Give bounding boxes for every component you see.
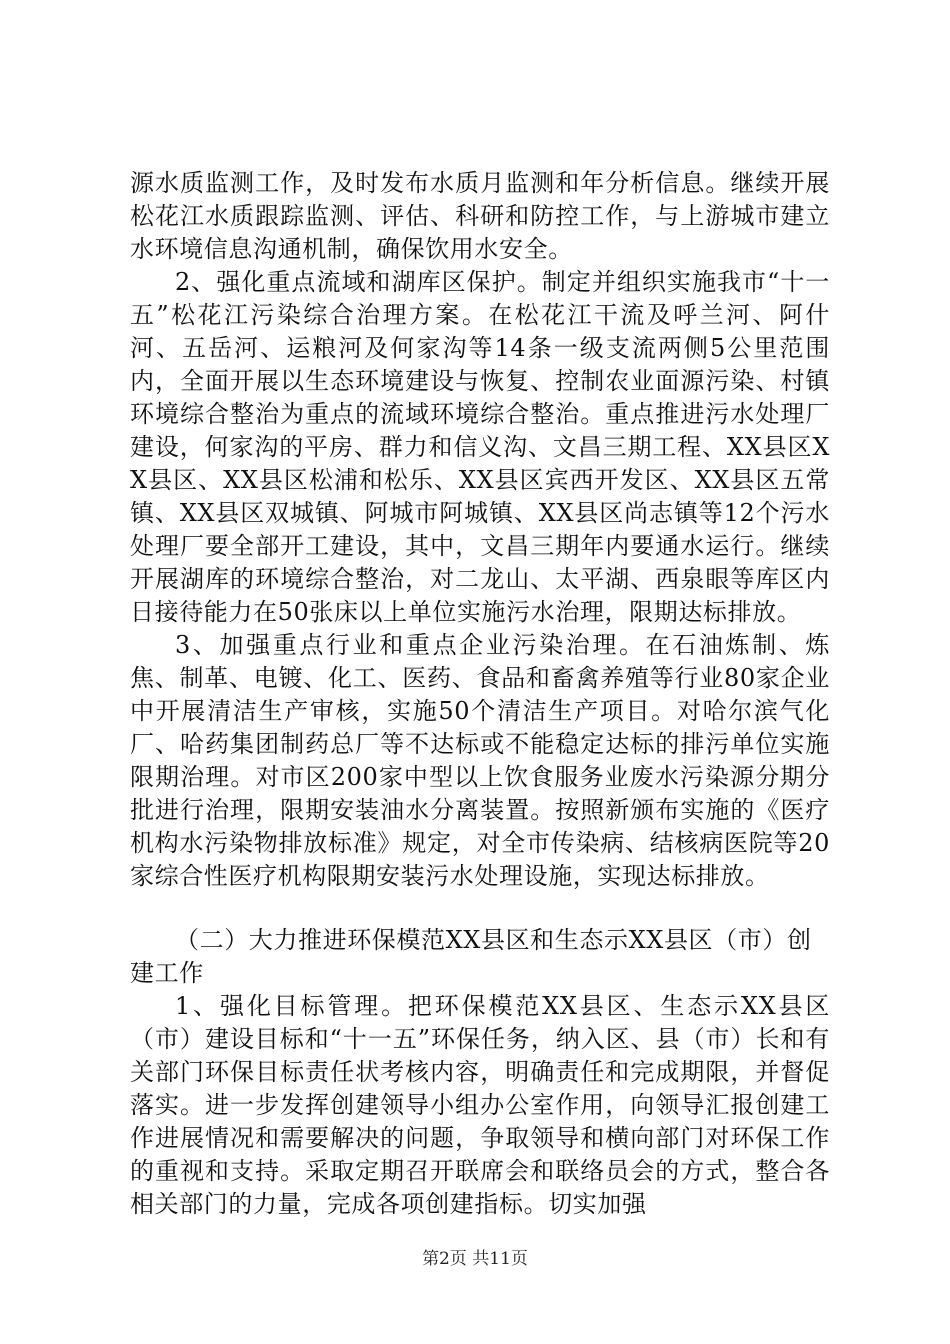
paragraph-industry-pollution: 3、加强重点行业和重点企业污染治理。在石油炼制、炼焦、制革、电镀、化工、医药、食品和畜禽养殖等行业80家企业中开展清洁生产审核，实施50个清洁生产项目。对哈尔滨气化厂、哈药集团制药总厂等不达标或不能稳定达标的排污单位实施限期治理。对市区200家中型以上饮食服务业废水污染源分期分批进行治理，限期安装油水分离装置。按照新颁布实施的《医疗机构水污染物排放标准》规定，对全市传染病、结核病医院等20家综合性医疗机构限期安装污水处理设施，实现达标排放。 (130, 631, 830, 890)
paragraph-target-management: 1、强化目标管理。把环保模范XX县区、生态示XX县区（市）建设目标和“十一五”环保任务，纳入区、县（市）长和有关部门环保目标责任状考核内容，明确责任和完成期限，并督促落实。进一步发挥创建领导小组办公室作用，向领导汇报创建工作进展情况和需要解决的问题，争取领导和横向部门对环保工作的重视和支持。采取定期召开联席会和联络员会的方式，整合各相关部门的力量，完成各项创建指标。切实加强 (130, 992, 830, 1218)
document-body (130, 167, 830, 1221)
paragraph-river-lake-protection: 2、强化重点流域和湖库区保护。制定并组织实施我市“十一五”松花江污染综合治理方案。在松花江干流及呼兰河、阿什河、五岳河、运粮河及何家沟等14条一级支流两侧5公里范围内，全面开展以生态环境建设与恢复、控制农业面源污染、村镇环境综合整治为重点的流域环境综合整治。重点推进污水处理厂建设，何家沟的平房、群力和信义沟、文昌三期工程、XX县区XX县区、XX县区松浦和松乐、XX县区宾西开发区、XX县区五常镇、XX县区双城镇、阿城市阿城镇、XX县区尚志镇等12个污水处理厂要全部开工建设，其中，文昌三期年内要通水运行。继续开展湖库的环境综合整治，对二龙山、太平湖、西泉眼等库区内日接待能力在50张床以上单位实施污水治理，限期达标排放。 (130, 268, 830, 626)
section-heading: （二）大力推进环保模范XX县区和生态示XX县区（市）创建工作 (130, 926, 812, 987)
page-number-footer: 第2页 共11页 (422, 1249, 528, 1269)
paragraph-continuation: 源水质监测工作，及时发布水质月监测和年分析信息。继续开展松花江水质跟踪监测、评估、科研和防控工作，与上游城市建立水环境信息沟通机制，确保饮用水安全。 (130, 169, 830, 263)
